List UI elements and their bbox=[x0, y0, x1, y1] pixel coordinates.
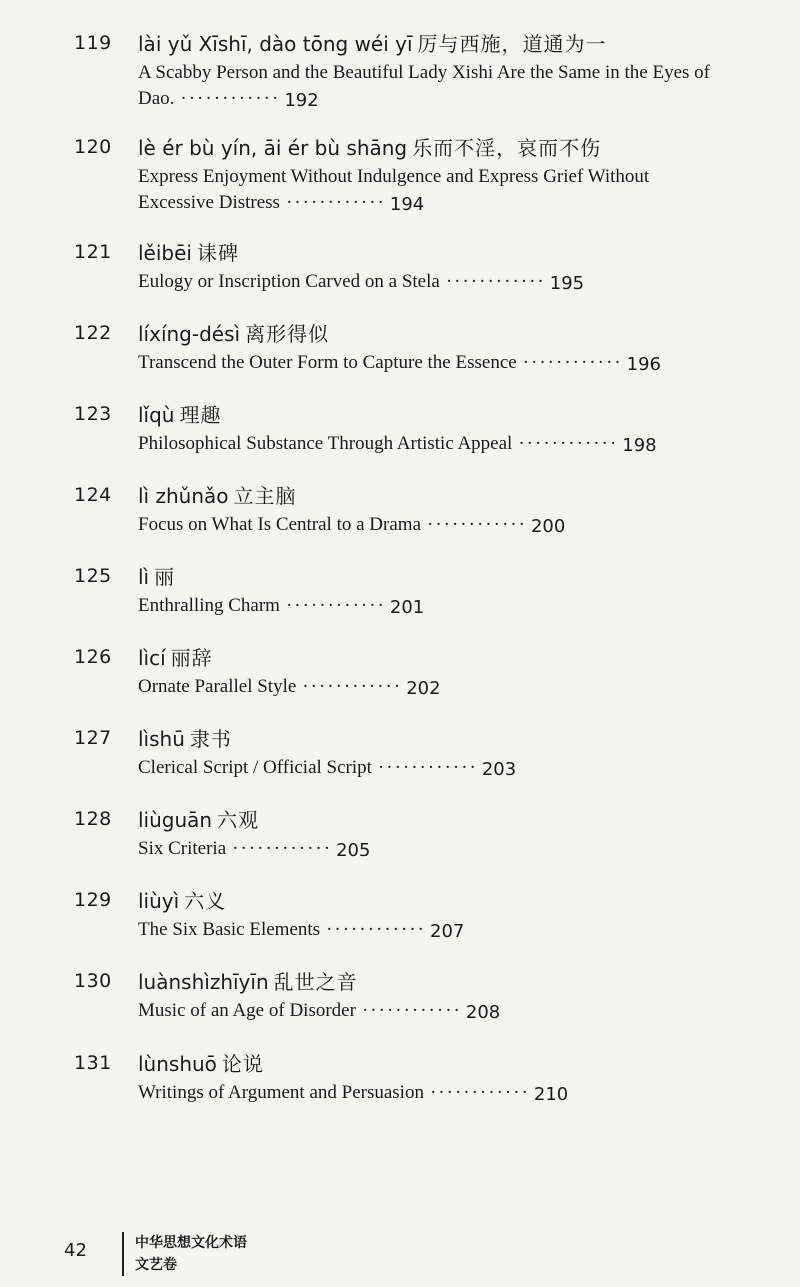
entry-english-text: Express Enjoyment Without Indulgence and Express Grief Without Excessive Distress bbox=[138, 166, 650, 213]
dot-leader: ············ bbox=[445, 271, 546, 292]
entry-pinyin: lè ér bù yín, āi ér bù shāng bbox=[138, 136, 408, 160]
dot-leader: ············ bbox=[302, 676, 403, 697]
entry-chinese: 六义 bbox=[184, 889, 227, 913]
entry-chinese: 立主脑 bbox=[233, 484, 297, 508]
entry-page-number: 203 bbox=[481, 759, 517, 780]
dot-leader: ············ bbox=[285, 192, 386, 213]
entry-number: 128 bbox=[74, 808, 112, 830]
entry-heading bbox=[138, 237, 239, 266]
entry-english-text: Enthralling Charm bbox=[138, 595, 280, 616]
entry-page-number: 195 bbox=[549, 273, 585, 294]
entry-chinese: 隶书 bbox=[189, 727, 232, 751]
entry-english-text: Eulogy or Inscription Carved on a Stela bbox=[138, 271, 440, 292]
dot-leader: ············ bbox=[377, 757, 478, 778]
entry-english bbox=[138, 269, 723, 295]
entry-chinese: 离形得似 bbox=[245, 322, 330, 346]
entry-english-text: Six Criteria bbox=[138, 838, 227, 859]
entry-heading bbox=[138, 885, 226, 914]
entry-number: 129 bbox=[74, 889, 112, 911]
entry-page-number: 202 bbox=[406, 678, 441, 699]
entry-number: 127 bbox=[74, 727, 112, 749]
series-title-block bbox=[135, 1232, 247, 1276]
entry-heading bbox=[138, 1048, 264, 1077]
entry-page-number: 196 bbox=[626, 354, 661, 375]
entry-number: 123 bbox=[74, 403, 112, 425]
entry-page-number: 205 bbox=[336, 840, 371, 861]
entry-english bbox=[138, 917, 723, 943]
entry-number: 126 bbox=[74, 646, 112, 668]
dot-leader: ············ bbox=[427, 514, 527, 535]
dot-leader: ············ bbox=[361, 1000, 462, 1021]
entry-chinese: 丽辞 bbox=[170, 646, 213, 670]
entry-english-text: Writings of Argument and Persuasion bbox=[138, 1082, 424, 1103]
entry-page-number: 192 bbox=[284, 90, 319, 111]
entry-heading bbox=[138, 642, 213, 671]
entry-page-number: 208 bbox=[465, 1002, 501, 1023]
entry-english bbox=[138, 164, 723, 216]
series-title: 中华思想文化术语 bbox=[135, 1235, 247, 1251]
entry-chinese: 乐而不淫，哀而不伤 bbox=[412, 136, 602, 160]
entry-heading bbox=[138, 399, 221, 428]
dot-leader: ············ bbox=[518, 433, 619, 454]
dot-leader: ············ bbox=[232, 838, 333, 859]
entry-pinyin: lǐqù bbox=[138, 403, 175, 427]
entry-chinese: 六观 bbox=[217, 808, 260, 832]
entry-english bbox=[138, 431, 723, 457]
entry-english bbox=[138, 998, 723, 1024]
entry-number: 131 bbox=[74, 1052, 112, 1074]
page-footer bbox=[0, 1228, 800, 1278]
entry-number: 124 bbox=[74, 484, 112, 506]
entry-pinyin: lìshū bbox=[138, 727, 185, 751]
dot-leader: ············ bbox=[522, 352, 623, 373]
entry-heading bbox=[138, 804, 259, 833]
entry-pinyin: lěibēi bbox=[138, 241, 192, 265]
folio-page-number: 42 bbox=[64, 1240, 87, 1261]
entry-page-number: 194 bbox=[389, 194, 425, 215]
entry-pinyin: lì zhǔnǎo bbox=[138, 484, 229, 508]
entry-pinyin: luànshìzhīyīn bbox=[138, 970, 269, 994]
dot-leader: ············ bbox=[429, 1082, 530, 1103]
entry-number: 125 bbox=[74, 565, 112, 587]
dot-leader: ············ bbox=[285, 595, 386, 616]
entry-pinyin: lì bbox=[138, 565, 150, 589]
entry-heading bbox=[138, 28, 607, 57]
entry-english bbox=[138, 350, 723, 376]
entry-english-text: Ornate Parallel Style bbox=[138, 676, 297, 697]
entry-chinese: 丽 bbox=[154, 565, 176, 589]
volume-title: 文艺卷 bbox=[135, 1257, 177, 1273]
entry-pinyin: liùyì bbox=[138, 889, 180, 913]
entry-english bbox=[138, 512, 723, 538]
dot-leader: ············ bbox=[326, 919, 426, 940]
dot-leader: ············ bbox=[180, 88, 281, 109]
entry-english bbox=[138, 593, 723, 619]
entry-chinese: 理趣 bbox=[179, 403, 222, 427]
entry-english bbox=[138, 836, 723, 862]
entry-english-text: Philosophical Substance Through Artistic Appeal bbox=[138, 433, 513, 454]
footer-divider bbox=[122, 1232, 124, 1276]
entry-pinyin: lùnshuō bbox=[138, 1052, 217, 1076]
entry-pinyin: lài yǔ Xīshī, dào tōng wéi yī bbox=[138, 32, 413, 56]
entry-english-text: The Six Basic Elements bbox=[138, 919, 321, 940]
entry-english bbox=[138, 1080, 723, 1106]
entry-page-number: 201 bbox=[389, 597, 425, 618]
entry-chinese: 论说 bbox=[221, 1052, 264, 1076]
entry-heading bbox=[138, 480, 297, 509]
entry-heading bbox=[138, 561, 175, 590]
entry-page-number: 210 bbox=[533, 1084, 569, 1105]
entry-page-number: 200 bbox=[530, 516, 566, 537]
entry-english-text: A Scabby Person and the Beautiful Lady Xishi Are the Same in the Eyes of Dao. bbox=[138, 62, 710, 109]
entry-number: 119 bbox=[74, 32, 112, 54]
entry-heading bbox=[138, 318, 329, 347]
entry-english bbox=[138, 755, 723, 781]
entry-pinyin: líxíng-désì bbox=[138, 322, 241, 346]
entry-english bbox=[138, 60, 723, 112]
entry-heading bbox=[138, 723, 232, 752]
entry-page-number: 207 bbox=[430, 921, 465, 942]
entry-english-text: Clerical Script / Official Script bbox=[138, 757, 372, 778]
entry-pinyin: lìcí bbox=[138, 646, 166, 670]
entry-chinese: 诔碑 bbox=[196, 241, 239, 265]
entry-english bbox=[138, 674, 723, 700]
entry-number: 130 bbox=[74, 970, 112, 992]
entry-heading bbox=[138, 966, 358, 995]
entry-english-text: Music of an Age of Disorder bbox=[138, 1000, 356, 1021]
entry-english-text: Transcend the Outer Form to Capture the Essence bbox=[138, 352, 517, 373]
entry-pinyin: liùguān bbox=[138, 808, 213, 832]
entry-chinese: 乱世之音 bbox=[273, 970, 358, 994]
entry-number: 122 bbox=[74, 322, 112, 344]
entry-heading bbox=[138, 132, 601, 161]
entry-chinese: 厉与西施，道通为一 bbox=[417, 32, 607, 56]
entry-number: 120 bbox=[74, 136, 112, 158]
entry-english-text: Focus on What Is Central to a Drama bbox=[138, 514, 421, 535]
entry-page-number: 198 bbox=[622, 435, 657, 456]
entry-number: 121 bbox=[74, 241, 112, 263]
